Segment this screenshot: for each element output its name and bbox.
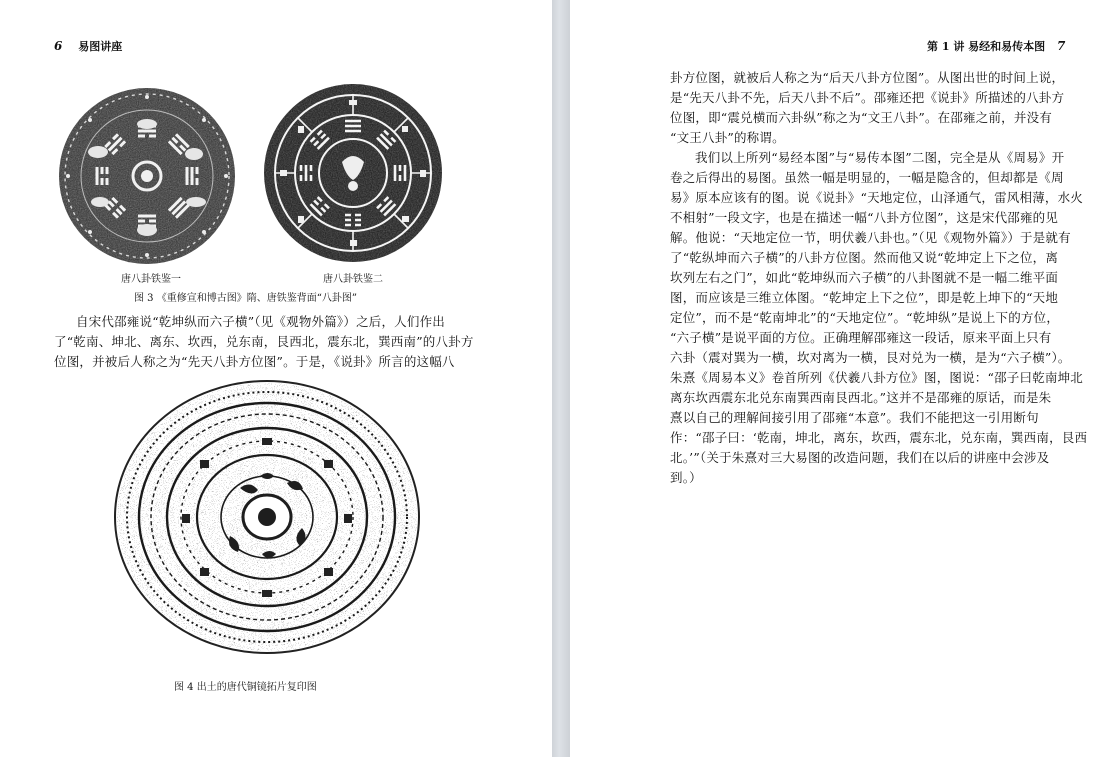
paragraph-line: 易》原本应该有的图。说《说卦》“天地定位，山泽通气，雷风相薄，水火 [670, 190, 1083, 205]
mirror-one-label: 唐八卦铁鉴一 [121, 274, 181, 285]
paragraph-line: 作：“邵子曰：‘乾南，坤北，离东，坎西，震东北，兑东南，巽西南，艮西 [670, 430, 1088, 445]
paragraph-line: 位图，并被后人称之为“先天八卦方位图”。于是，《说卦》所言的这幅八 [54, 354, 455, 369]
paragraph-line: 六卦（震对巽为一横，坎对离为一横，艮对兑为一横，是为“六子横”）。 [670, 350, 1071, 365]
paragraph-line: 不相射”一段文字，也是在描述一幅“八卦方位图”，这是宋代邵雍的见 [670, 210, 1059, 225]
paragraph-line: 了“乾纵坤而六子横”的八卦方位图。然而他又说“乾坤定上下之位，离 [670, 250, 1059, 265]
paragraph-line: 解。他说：“天地定位一节，明伏羲八卦也。”（见《观物外篇》）于是就有 [670, 230, 1071, 245]
left-page-number: 6 [54, 39, 63, 53]
chapter-title: 第 1 讲 易经和易传本图 [927, 40, 1046, 53]
right-page-header [927, 38, 1065, 54]
paragraph-line: 离东坎西震东北兑东南巽西南艮西北。”这并不是邵雍的原话，而是朱 [670, 390, 1052, 405]
paragraph-line: 位图，即“震兑横而六卦纵”称之为“文王八卦”。在邵雍之前，并没有 [670, 110, 1052, 125]
tang-mirror-one-image [54, 84, 240, 268]
right-page-number: 7 [1057, 39, 1066, 53]
figure4-caption: 图 4 出土的唐代铜镜拓片复印图 [174, 682, 317, 693]
paragraph-line: 熹以自己的理解间接引用了邵雍“本意”。我们不能把这一引用断句 [670, 410, 1039, 425]
tang-bronze-mirror-rubbing-image [112, 378, 422, 656]
paragraph-line: 朱熹《周易本义》卷首所列《伏羲八卦方位》图，图说：“邵子曰乾南坤北 [670, 370, 1083, 385]
paragraph-line: “六子横”是说平面的方位。正确理解邵雍这一段话，原来平面上只有 [670, 330, 1052, 345]
right-page [570, 0, 1118, 757]
paragraph-line: 我们以上所列“易经本图”与“易传本图”二图，完全是从《周易》开 [695, 150, 1065, 165]
paragraph-line: 坎列左右之门”，如此“乾坤纵而六子横”的八卦图就不是一幅二维平面 [670, 270, 1059, 285]
paragraph-line: 定位”，而不是“乾南坤北”的“天地定位”。“乾坤纵”是说上下的方位， [670, 310, 1060, 325]
paragraph-line: 卷之后得出的易图。虽然一幅是明显的，一幅是隐含的，但却都是《周 [670, 170, 1064, 185]
tang-mirror-two-image [262, 82, 444, 264]
left-book-title: 易图讲座 [78, 40, 123, 53]
paragraph-line: “文王八卦”的称谓。 [670, 130, 785, 145]
paragraph-line: 卦方位图，就被后人称之为“后天八卦方位图”。从图出世的时间上说， [670, 70, 1065, 85]
paragraph-line: 图，而应该是三维立体图。“乾坤定上下之位”，即是乾上坤下的“天地 [670, 290, 1059, 305]
left-page-header [54, 38, 122, 54]
mirror-two-label: 唐八卦铁鉴二 [323, 274, 383, 285]
paragraph-line: 了“乾南、坤北、离东、坎西，兑东南，艮西北，震东北，巽西南”的八卦方 [54, 334, 474, 349]
figure3-caption: 图 3 《重修宣和博古图》隋、唐铁鉴背面“八卦图” [134, 293, 357, 304]
page-gutter [552, 0, 570, 757]
paragraph-line: 是“先天八卦不先，后天八卦不后”。邵雍还把《说卦》所描述的八卦方 [670, 90, 1065, 105]
paragraph-line: 北。’”（关于朱熹对三大易图的改造问题，我们在以后的讲座中会涉及 [670, 450, 1050, 465]
left-page [0, 0, 552, 757]
paragraph-line: 到。） [670, 470, 702, 485]
paragraph-line: 自宋代邵雍说“乾坤纵而六子横”（见《观物外篇》）之后，人们作出 [76, 314, 445, 329]
